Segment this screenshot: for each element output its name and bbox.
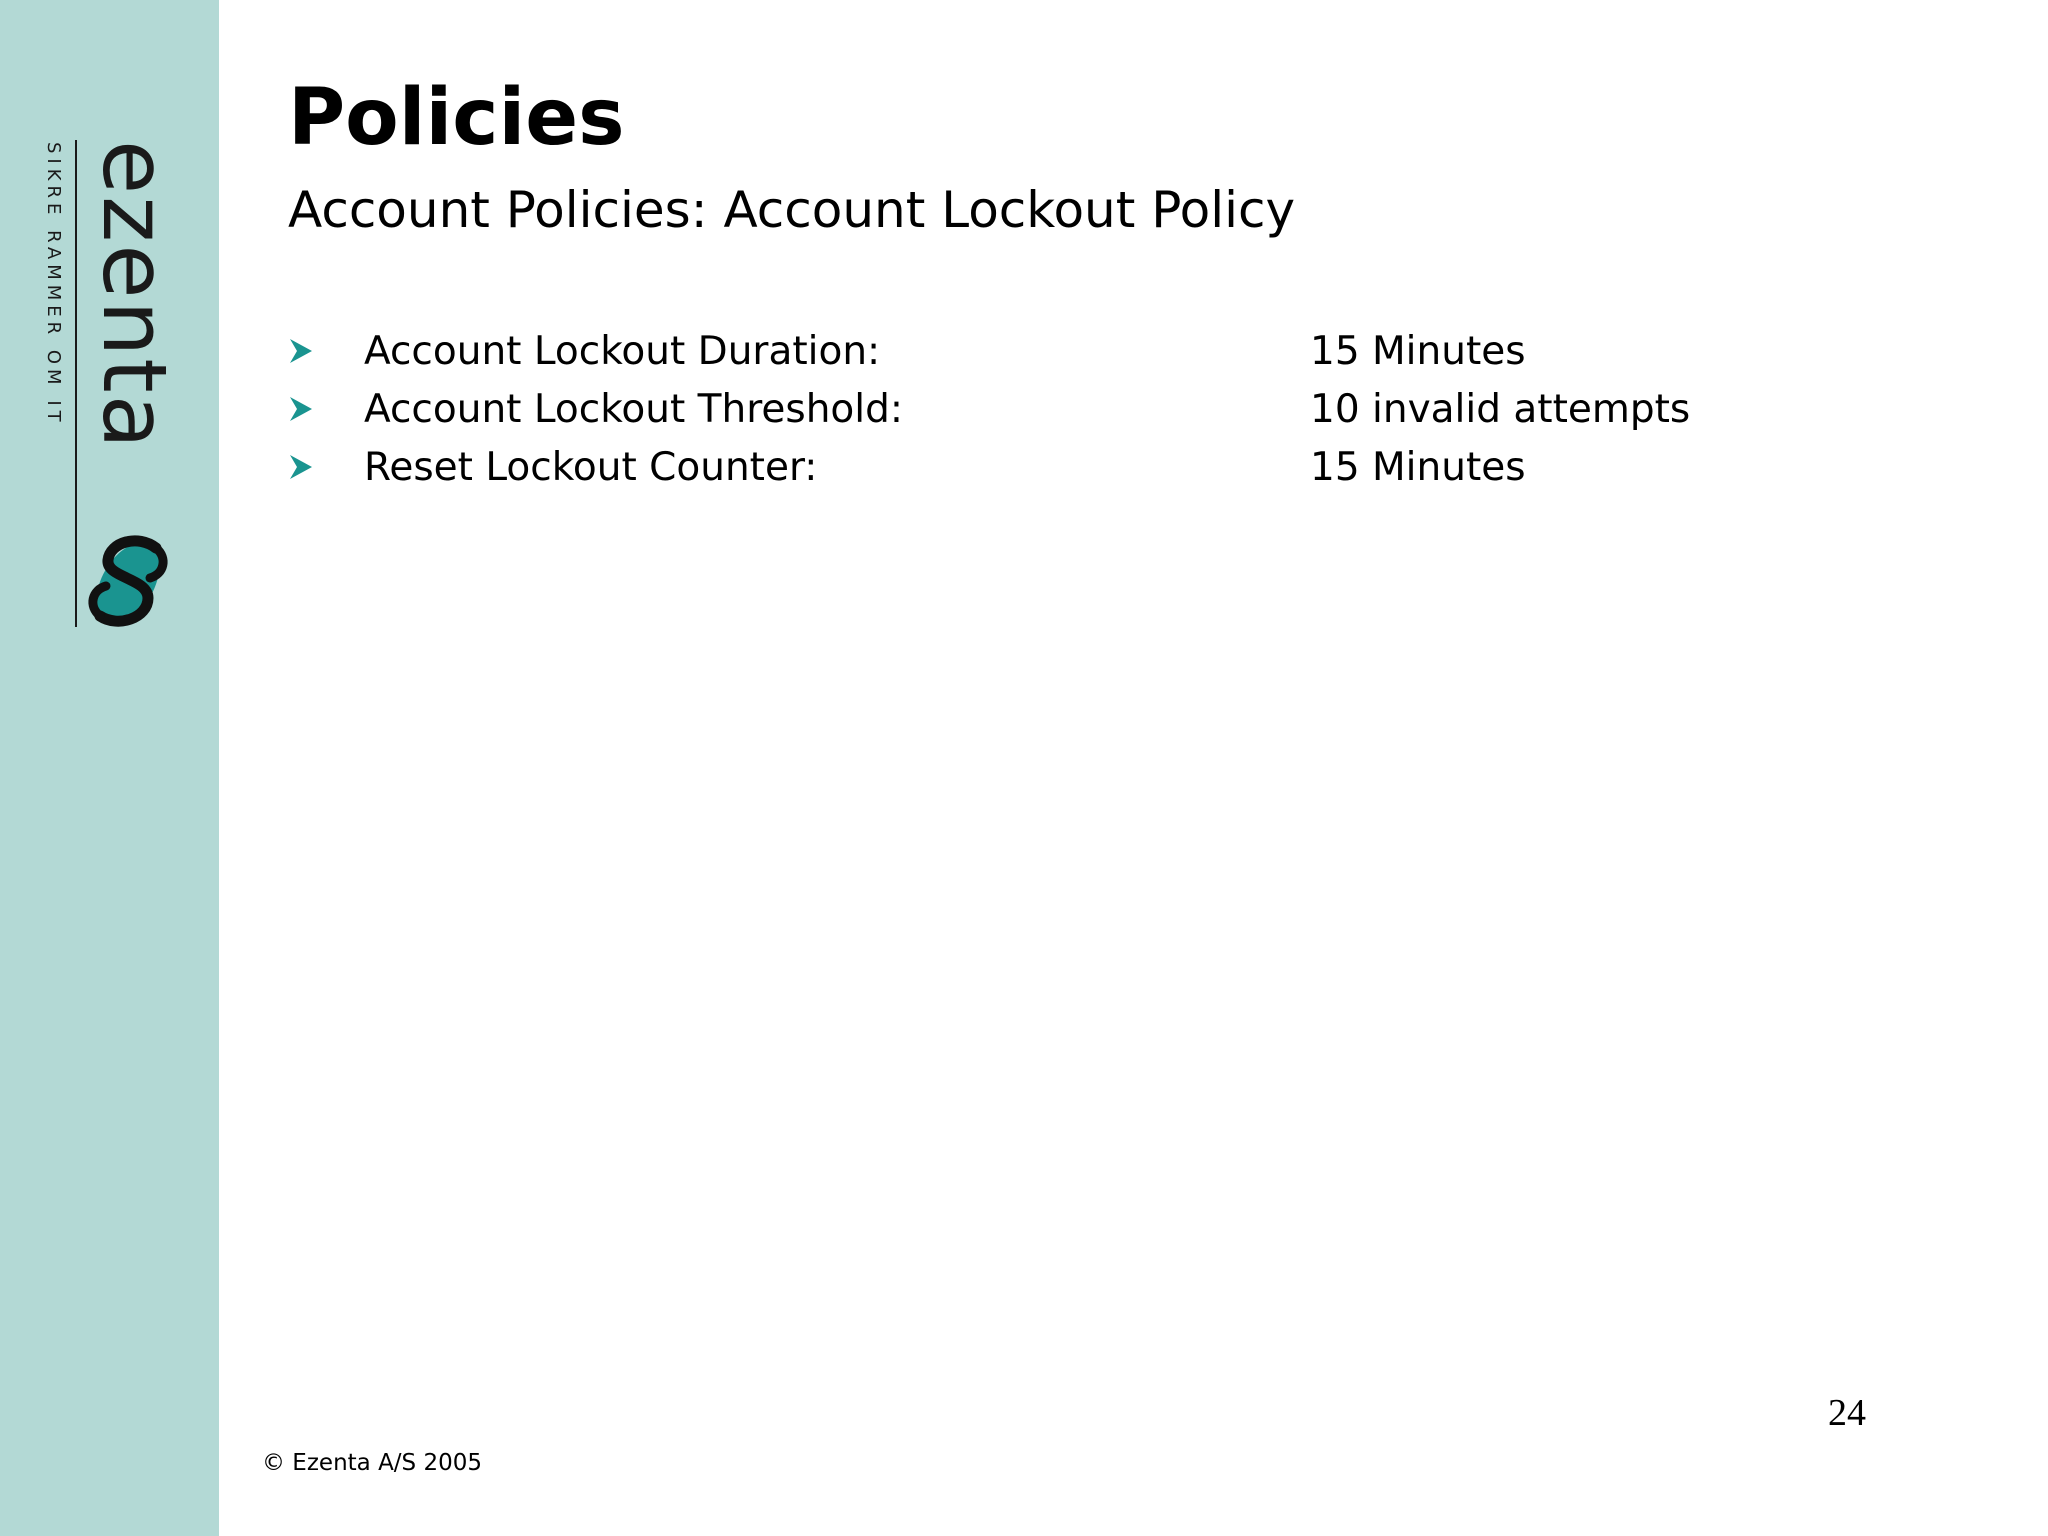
logo-tagline: SIKRE RAMMER OM IT (43, 142, 64, 427)
logo-wordmark: ezenta (83, 140, 186, 451)
slide-subtitle: Account Policies: Account Lockout Policy (288, 181, 1296, 239)
list-item (288, 322, 1788, 380)
ezenta-logo (38, 140, 186, 640)
slide-title: Policies (288, 73, 625, 163)
page-number: 24 (1828, 1392, 1866, 1434)
policy-value: 10 invalid attempts (1310, 386, 1691, 432)
policy-list (288, 322, 1788, 496)
arrowhead-bullet-icon (288, 331, 364, 371)
list-item (288, 380, 1788, 438)
ezenta-s-mark-icon (78, 528, 178, 638)
logo-divider (75, 140, 77, 627)
brand-sidebar (0, 0, 219, 1536)
policy-label: Account Lockout Duration: (364, 328, 881, 374)
policy-label: Reset Lockout Counter: (364, 444, 818, 490)
policy-label: Account Lockout Threshold: (364, 386, 904, 432)
arrowhead-bullet-icon (288, 389, 364, 429)
arrowhead-bullet-icon (288, 447, 364, 487)
list-item (288, 438, 1788, 496)
policy-value: 15 Minutes (1310, 444, 1526, 490)
policy-value: 15 Minutes (1310, 328, 1526, 374)
copyright-notice: © Ezenta A/S 2005 (262, 1450, 482, 1476)
